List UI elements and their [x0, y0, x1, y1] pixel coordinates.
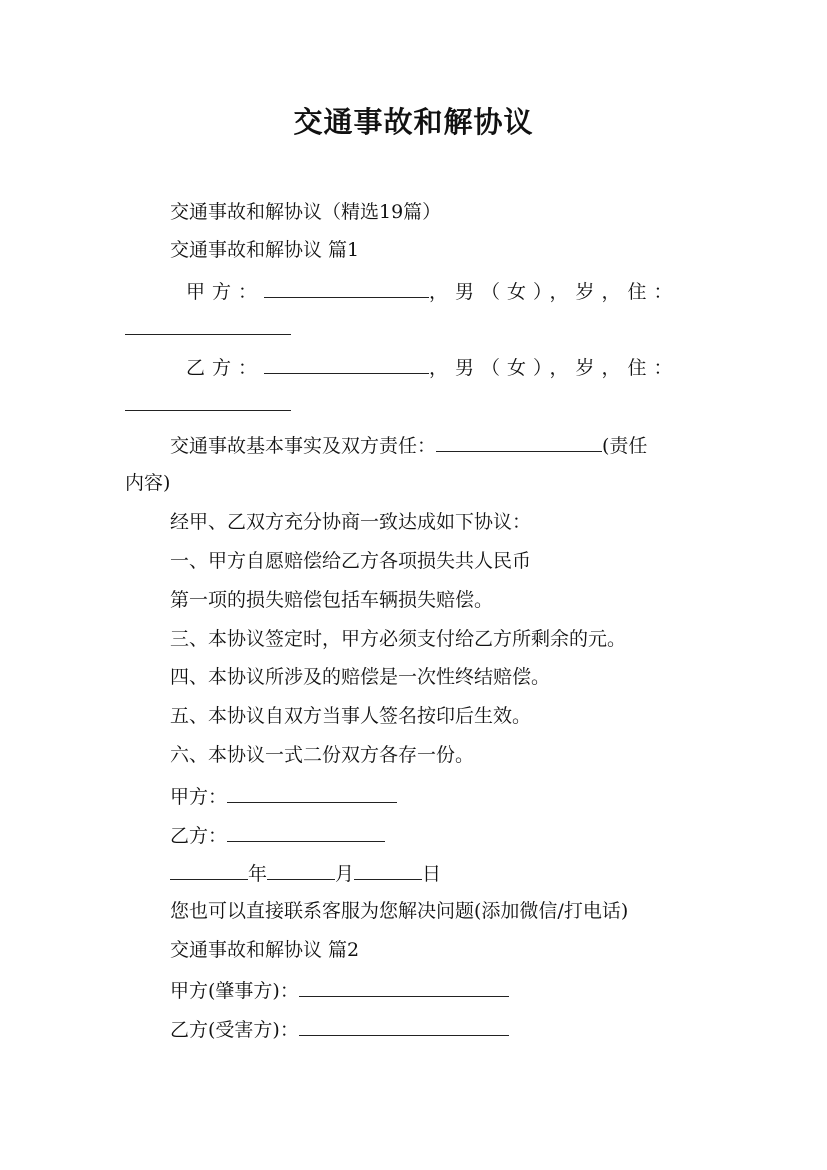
- signature-b-line: [170, 825, 385, 846]
- page-title: 交通事故和解协议: [293, 105, 534, 139]
- month-label: 月: [335, 863, 355, 885]
- party-b-line: [186, 357, 680, 378]
- section-heading-2: 交通事故和解协议 篇2: [170, 939, 360, 961]
- facts-continuation: 内容): [125, 472, 171, 494]
- clause-2: 第一项的损失赔偿包括车辆损失赔偿。: [170, 589, 494, 611]
- year-label: 年: [248, 863, 268, 885]
- victim-label: 乙方(受害方)：: [170, 1019, 299, 1041]
- party-b-label: 乙方：: [186, 357, 265, 379]
- signature-a-blank[interactable]: [227, 786, 397, 803]
- facts-line: [170, 435, 647, 456]
- party-a-line: [186, 281, 680, 302]
- offender-label: 甲方(肇事方)：: [170, 980, 299, 1002]
- party-a-name-blank[interactable]: [264, 281, 429, 298]
- party-a-details: ，男（女），岁，住：: [429, 281, 680, 303]
- intro-line: 交通事故和解协议（精选19篇）: [170, 201, 442, 223]
- party-b-name-blank[interactable]: [264, 357, 429, 374]
- date-line: [170, 863, 441, 884]
- facts-blank[interactable]: [436, 435, 602, 452]
- party-b-address-line: [125, 394, 291, 415]
- offender-blank[interactable]: [299, 980, 509, 997]
- month-blank[interactable]: [267, 863, 335, 880]
- signature-a-line: [170, 786, 397, 807]
- clause-4: 四、本协议所涉及的赔偿是一次性终结赔偿。: [170, 666, 551, 688]
- clause-3: 三、本协议签定时，甲方必须支付给乙方所剩余的元。: [170, 628, 627, 650]
- signature-b-blank[interactable]: [227, 825, 385, 842]
- clause-5: 五、本协议自双方当事人签名按印后生效。: [170, 705, 532, 727]
- party-b-address-blank[interactable]: [125, 394, 291, 411]
- offender-line: [170, 980, 509, 1001]
- year-blank[interactable]: [170, 863, 248, 880]
- section-heading-1: 交通事故和解协议 篇1: [170, 239, 360, 261]
- victim-line: [170, 1019, 509, 1040]
- signature-b-label: 乙方：: [170, 825, 228, 847]
- party-b-details: ，男（女），岁，住：: [429, 357, 680, 379]
- party-a-address-blank[interactable]: [125, 318, 291, 335]
- facts-label: 交通事故基本事实及双方责任：: [170, 435, 437, 457]
- victim-blank[interactable]: [299, 1019, 509, 1036]
- clause-6: 六、本协议一式二份双方各存一份。: [170, 744, 475, 766]
- signature-a-label: 甲方：: [170, 786, 228, 808]
- contact-note: 您也可以直接联系客服为您解决问题(添加微信/打电话): [170, 900, 629, 922]
- day-blank[interactable]: [354, 863, 422, 880]
- facts-suffix: (责任: [602, 435, 648, 457]
- day-label: 日: [422, 863, 442, 885]
- agreement-intro: 经甲、乙双方充分协商一致达成如下协议：: [170, 511, 532, 533]
- clause-1: 一、甲方自愿赔偿给乙方各项损失共人民币: [170, 550, 532, 572]
- party-a-label: 甲方：: [186, 281, 265, 303]
- party-a-address-line: [125, 318, 291, 339]
